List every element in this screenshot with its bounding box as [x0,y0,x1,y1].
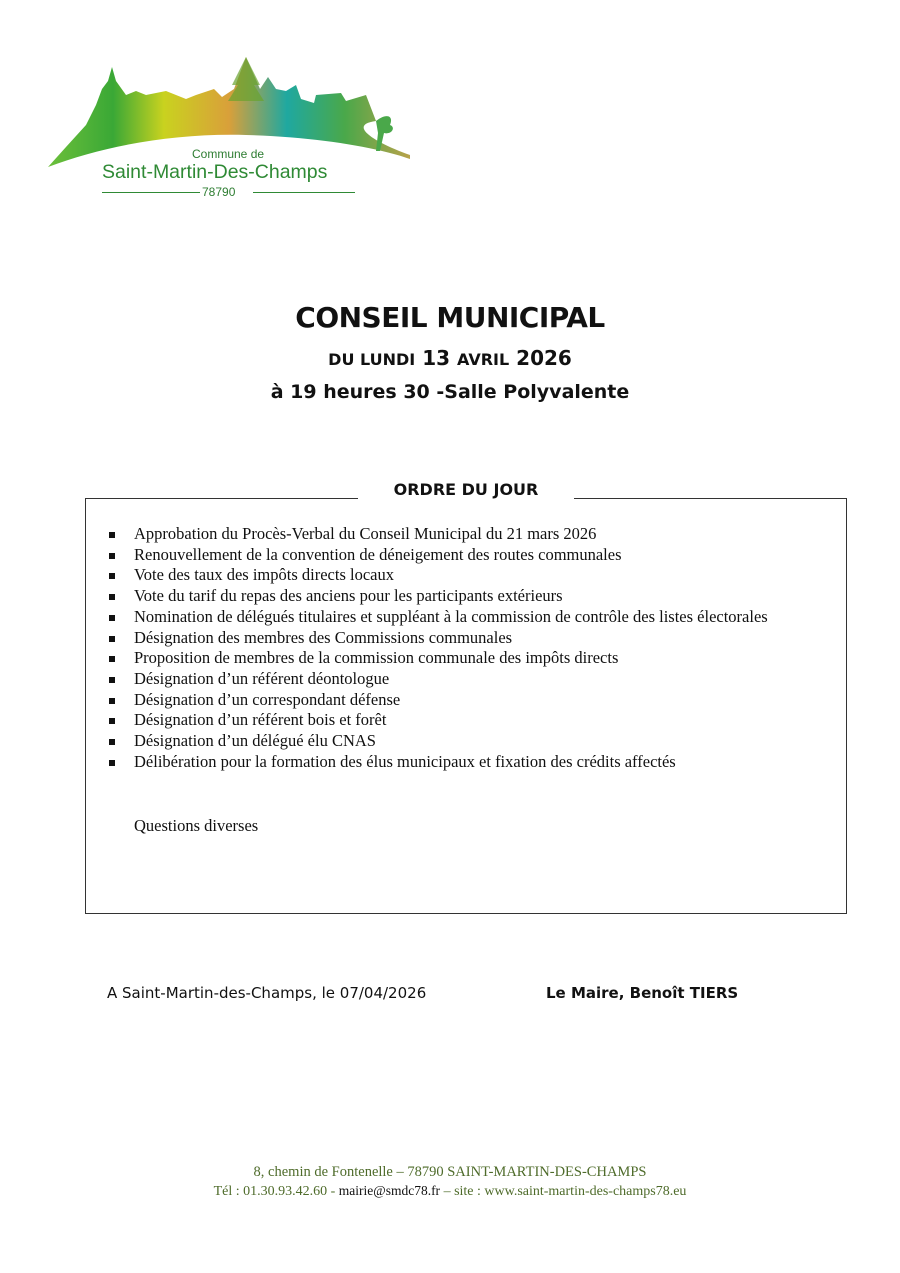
agenda-item: Désignation d’un délégué élu CNAS [106,731,786,752]
page-title: CONSEIL MUNICIPAL [295,301,605,334]
agenda-item: Vote du tarif du repas des anciens pour les participants extérieurs [106,586,786,607]
agenda-item: Approbation du Procès-Verbal du Conseil Municipal du 21 mars 2026 [106,524,786,545]
agenda-list [106,524,786,772]
commune-logo [46,55,412,201]
agenda-item: Désignation d’un référent bois et forêt [106,710,786,731]
date-day: 13 [422,346,451,370]
agenda-title: ORDRE DU JOUR [393,480,539,499]
agenda-item: Nomination de délégués titulaires et suppléant à la commission de contrôle des listes électorales [106,607,786,628]
meeting-time-place: à 19 heures 30 -Salle Polyvalente [270,381,630,403]
agenda-misc: Questions diverses [134,816,259,835]
agenda-item: Vote des taux des impôts directs locaux [106,565,786,586]
agenda-item: Désignation des membres des Commissions communales [106,628,786,649]
logo-zip-code: 78790 [202,185,236,199]
logo-divider-left [102,192,200,193]
logo-divider-right [253,192,355,193]
footer-email-link[interactable]: mairie@smdc78.fr [338,1183,441,1198]
meeting-date [0,346,900,370]
agenda-item: Désignation d’un référent déontologue [106,669,786,690]
place-and-date: A Saint-Martin-des-Champs, le 07/04/2026 [107,984,427,1002]
logo-town-name: Saint-Martin-Des-Champs [102,161,328,183]
date-year: 2026 [516,346,572,370]
date-month: AVRIL [457,350,510,369]
agenda-item: Proposition de membres de la commission communale des impôts directs [106,648,786,669]
footer-address: 8, chemin de Fontenelle – 78790 SAINT-MARTIN-DES-CHAMPS [253,1164,647,1180]
footer-tel: Tél : 01.30.93.42.60 - [213,1184,336,1199]
footer-site-link[interactable]: – site : www.saint-martin-des-champs78.eu [443,1184,687,1199]
date-prefix: DU LUNDI [328,350,416,369]
footer-contact [0,1183,900,1200]
mayor-signature: Le Maire, Benoît TIERS [546,984,739,1002]
agenda-item: Renouvellement de la convention de déneigement des routes communales [106,545,786,566]
logo-commune-text: Commune de [192,147,265,161]
agenda-item: Désignation d’un correspondant défense [106,690,786,711]
agenda-item: Délibération pour la formation des élus municipaux et fixation des crédits affectés [106,752,786,773]
agenda-title-wrap [358,476,574,516]
